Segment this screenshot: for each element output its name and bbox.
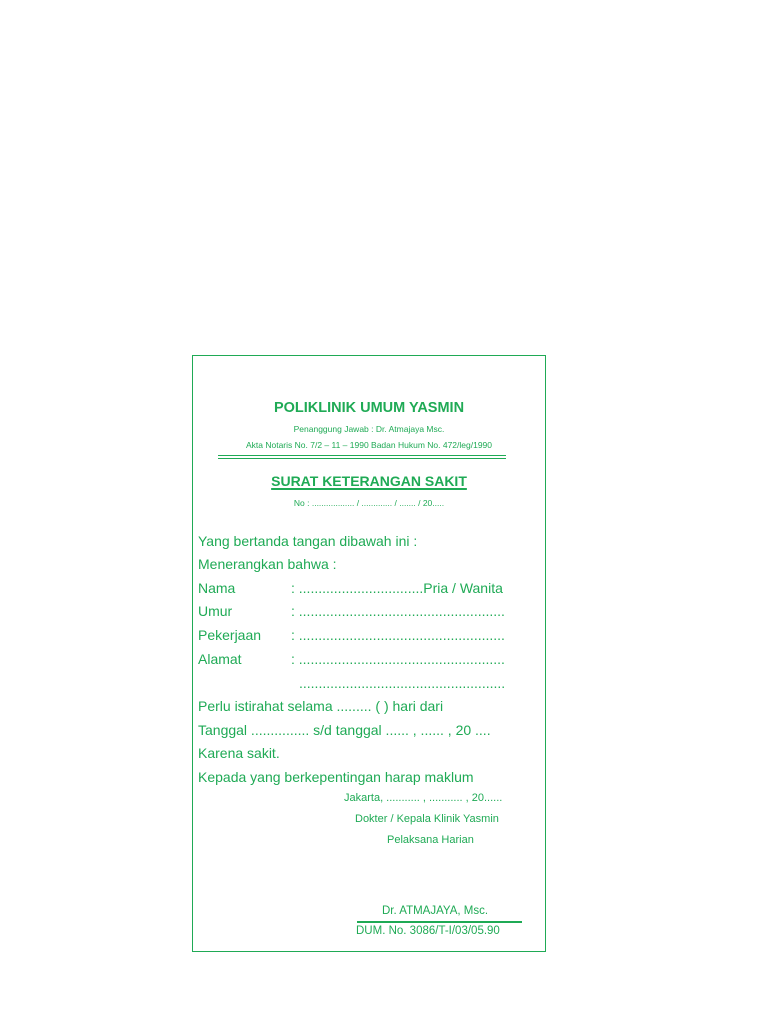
legal-registration: Akta Notaris No. 7/2 – 11 – 1990 Badan Hukum No. 472/leg/1990 [245,440,493,450]
field-value: : ..................................................... [291,627,505,643]
doctor-name: Dr. ATMAJAYA, Msc. [382,905,489,917]
sick-letter-card [192,355,546,952]
doctor-license: DUM. No. 3086/T-I/03/05.90 [356,925,500,937]
double-rule-top [218,455,506,456]
field-value: : ..................................................... [291,651,505,667]
intro-line-2: Menerangkan bahwa : [198,556,337,572]
letter-number: No : .................. / ............. / ....... / 20..... [293,498,445,508]
date-range-line: Tanggal ............... s/d tanggal ...... , ...... , 20 .... [198,722,491,738]
field-value: : ................................Pria / Wanita [291,580,503,596]
field-label: Alamat [198,651,242,667]
address-continuation: ..................................................... [299,675,506,691]
clinic-name: POLIKLINIK UMUM YASMIN [273,400,465,416]
intro-line-1: Yang bertanda tangan dibawah ini : [198,533,418,549]
field-label: Umur [198,603,233,619]
place-date: Jakarta, ........... , ........... , 20...... [344,792,503,804]
responsible-doctor: Penanggung Jawab : Dr. Atmajaya Msc. [293,424,445,434]
double-rule-bottom [218,458,506,459]
field-value: : ..................................................... [291,603,505,619]
signer-subrole: Pelaksana Harian [387,834,474,846]
closing-line: Kepada yang berkepentingan harap maklum [198,769,474,785]
signer-role: Dokter / Kepala Klinik Yasmin [355,813,499,825]
field-label: Pekerjaan [198,627,262,643]
letter-title-text: SURAT KETERANGAN SAKIT [271,473,467,489]
field-label: Nama [198,580,236,596]
reason-line: Karena sakit. [198,745,280,761]
letter-title [193,473,545,489]
rest-period-line: Perlu istirahat selama ......... ( ) hari dari [198,698,444,714]
signature-rule [357,921,522,923]
